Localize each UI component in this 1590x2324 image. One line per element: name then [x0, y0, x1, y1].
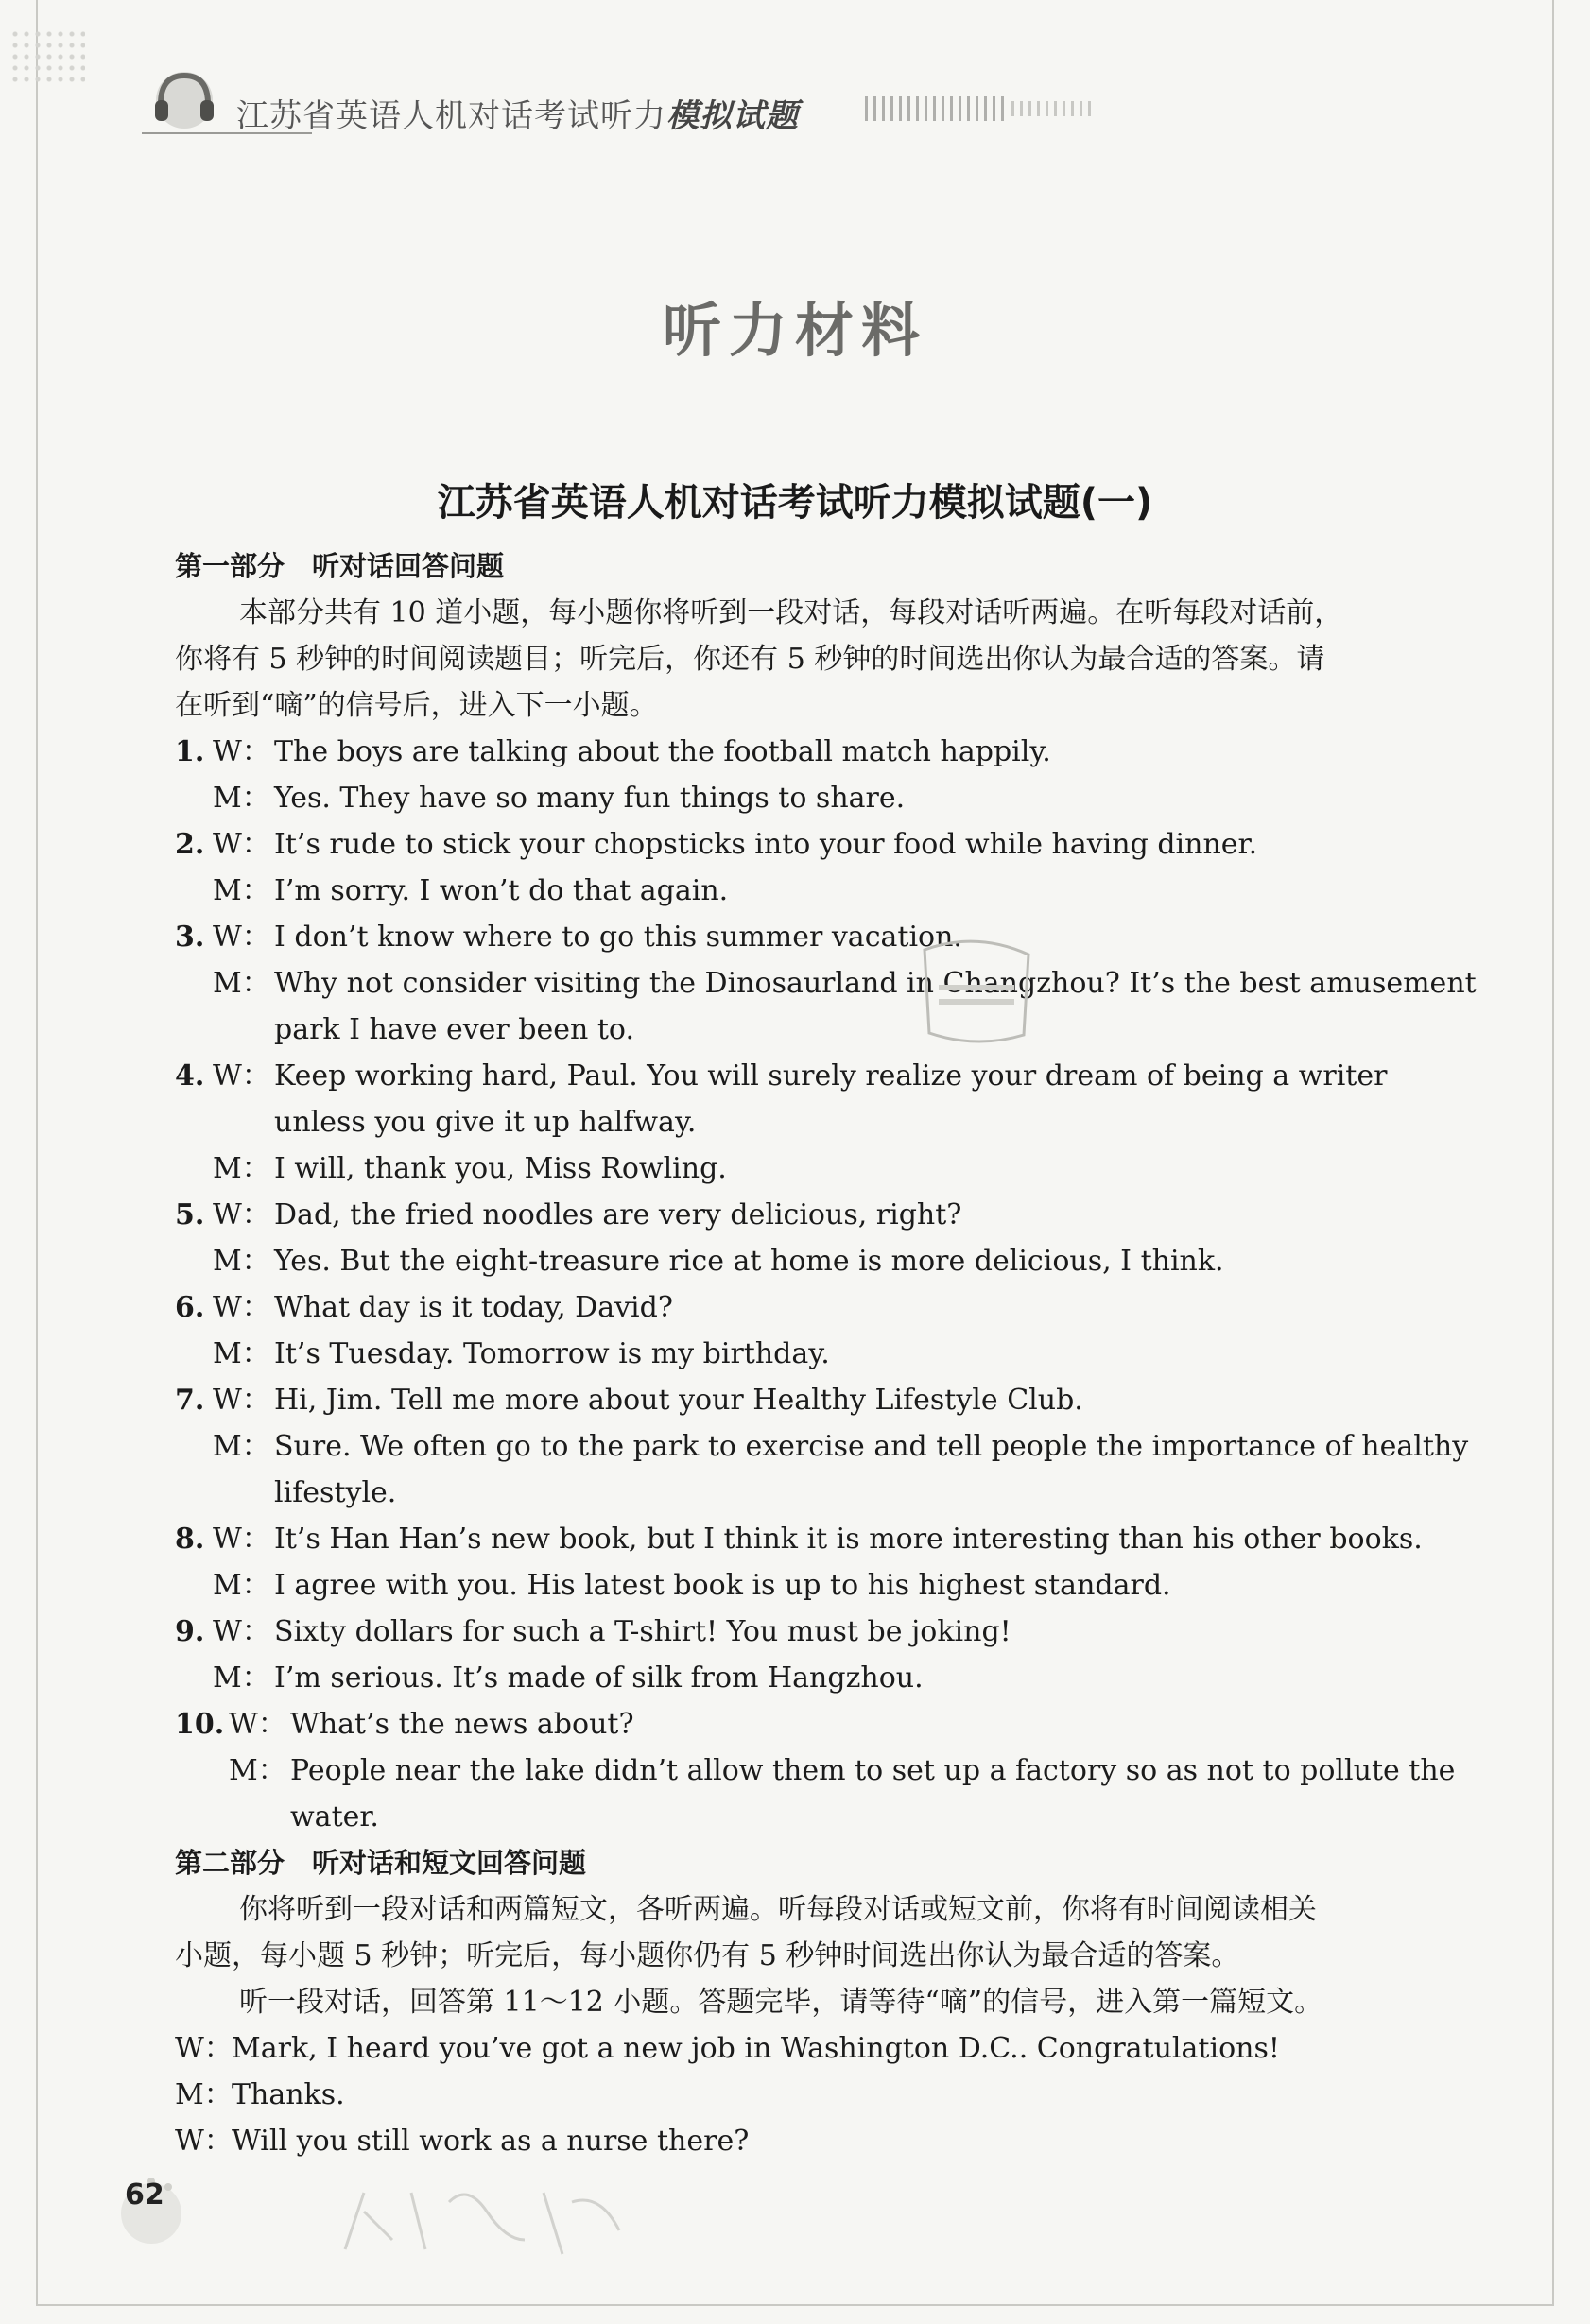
man-utterance — [274, 775, 1470, 821]
answer-line — [175, 960, 1477, 1053]
answer-line — [175, 1145, 1470, 1192]
speaker-m: M： — [213, 1430, 270, 1463]
answer-line — [175, 1331, 1470, 1377]
utterance-line: I’m serious. It’s made of silk from Hangzhou. — [274, 1661, 924, 1695]
utterance-line: People near the lake didn’t allow them to set up a factory so as not to pollute the — [290, 1754, 1456, 1787]
question-number: 5. — [175, 1198, 205, 1231]
dialogue-speaker: W： — [175, 2125, 233, 2158]
part1-heading: 第一部分 听对话回答问题 — [175, 550, 505, 582]
utterance-line: I agree with you. His latest book is up to his highest standard. — [274, 1569, 1171, 1602]
speaker-m: M： — [213, 1337, 270, 1370]
part2-intro-line: 小题，每小题 5 秒钟；听完后，每小题你仍有 5 秒钟时间选出你认为最合适的答案。 — [175, 1939, 1240, 1972]
dialogue-speaker: M： — [175, 2078, 233, 2111]
utterance-line: It’s Tuesday. Tomorrow is my birthday. — [274, 1337, 830, 1370]
answer-line — [175, 775, 1470, 821]
man-utterance — [274, 1423, 1470, 1516]
dialogue-text: Mark, I heard you’ve got a new job in Washington D.C.. Congratulations! — [232, 2032, 1280, 2065]
utterance-line: I don’t know where to go this summer vacation. — [274, 921, 962, 954]
utterance-line: I’m sorry. I won’t do that again. — [274, 874, 729, 907]
utterance-line: lifestyle. — [274, 1476, 397, 1509]
header-dot-leader-fade — [1011, 101, 1097, 116]
question-number: 2. — [175, 828, 205, 861]
speaker-w: W： — [213, 1291, 270, 1324]
speaker-w: W： — [213, 1615, 270, 1648]
question-item — [175, 1609, 1470, 1655]
question-number: 4. — [175, 1059, 205, 1093]
question-number: 3. — [175, 921, 205, 954]
header-dot-leader — [865, 96, 1007, 121]
utterance-line: Sixty dollars for such a T-shirt! You must be joking! — [274, 1615, 1011, 1648]
question-item — [175, 1053, 1470, 1145]
speaker-m: M： — [229, 1754, 286, 1787]
question-item — [175, 1516, 1470, 1562]
speaker-w: W： — [213, 921, 270, 954]
woman-utterance — [274, 729, 1470, 775]
woman-utterance — [274, 1609, 1470, 1655]
woman-utterance — [274, 1192, 1470, 1238]
question-item — [175, 1192, 1470, 1238]
listening-material — [175, 543, 1477, 2164]
man-utterance — [274, 1145, 1470, 1192]
question-number: 9. — [175, 1615, 205, 1648]
answer-line — [175, 1655, 1470, 1701]
dialogue-line — [175, 2025, 1470, 2072]
utterance-line: It’s Han Han’s new book, but I think it is more interesting than his other books. — [274, 1523, 1423, 1556]
speaker-w: W： — [213, 735, 270, 768]
utterance-line: I will, thank you, Miss Rowling. — [274, 1152, 727, 1185]
part1-intro — [175, 590, 1470, 729]
speaker-m: M： — [213, 782, 270, 815]
woman-utterance — [290, 1701, 1470, 1747]
woman-utterance — [274, 1284, 1470, 1331]
utterance-line: What day is it today, David? — [274, 1291, 673, 1324]
speaker-w: W： — [213, 828, 270, 861]
woman-utterance — [274, 1053, 1470, 1145]
speaker-w: W： — [213, 1523, 270, 1556]
speaker-w: W： — [213, 1198, 270, 1231]
man-utterance — [274, 1331, 1470, 1377]
exam-title: 江苏省英语人机对话考试听力模拟试题(一) — [437, 481, 1153, 525]
question-item — [175, 821, 1470, 868]
speaker-m: M： — [213, 1152, 270, 1185]
question-list — [175, 729, 1477, 1840]
utterance-line: Keep working hard, Paul. You will surely realize your dream of being a writer — [274, 1059, 1388, 1093]
utterance-line: It’s rude to stick your chopsticks into your food while having dinner. — [274, 828, 1258, 861]
part2-intro-line: 你将听到一段对话和两篇短文，各听两遍。听每段对话或短文前，你将有时间阅读相关 — [239, 1893, 1317, 1926]
part1-intro-line: 在听到“嘀”的信号后，进入下一小题。 — [175, 689, 658, 722]
watermark-scribble — [336, 2174, 638, 2268]
woman-utterance — [274, 821, 1470, 868]
speaker-m: M： — [213, 1569, 270, 1602]
header-title — [236, 90, 799, 136]
man-utterance — [274, 1238, 1470, 1284]
speaker-w: W： — [213, 1384, 270, 1417]
speaker-w: W： — [213, 1059, 270, 1093]
question-number: 8. — [175, 1523, 205, 1556]
part2-heading: 第二部分 听对话和短文回答问题 — [175, 1847, 587, 1879]
dialogue-speaker: W： — [175, 2032, 233, 2065]
corner-dot-pattern — [9, 28, 85, 85]
question-number: 6. — [175, 1291, 205, 1324]
utterance-line: Sure. We often go to the park to exercise and tell people the importance of healthy — [274, 1430, 1469, 1463]
utterance-line: The boys are talking about the football match happily. — [274, 735, 1051, 768]
header-title-bold: 模拟试题 — [666, 97, 799, 135]
dialogue-text: Thanks. — [232, 2078, 345, 2111]
speaker-m: M： — [213, 874, 270, 907]
utterance-line: unless you give it up halfway. — [274, 1106, 697, 1139]
utterance-line: Hi, Jim. Tell me more about your Healthy Lifestyle Club. — [274, 1384, 1083, 1417]
dialogue-text: Will you still work as a nurse there? — [232, 2125, 750, 2158]
speaker-m: M： — [213, 1245, 270, 1278]
question-item — [175, 914, 1470, 960]
man-utterance — [274, 960, 1477, 1053]
utterance-line: Why not consider visiting the Dinosaurland in Changzhou? It’s the best amusement — [274, 967, 1477, 1000]
question-number: 1. — [175, 735, 205, 768]
utterance-line: Yes. They have so many fun things to share. — [274, 782, 906, 815]
dialogue — [175, 2025, 1470, 2164]
woman-utterance — [274, 1377, 1470, 1423]
question-item — [175, 729, 1470, 775]
man-utterance — [274, 868, 1470, 914]
answer-line — [175, 868, 1470, 914]
question-number: 7. — [175, 1384, 205, 1417]
answer-line — [175, 1562, 1470, 1609]
dialogue-line — [175, 2118, 1470, 2164]
answer-line — [175, 1423, 1470, 1516]
utterance-line: Dad, the fried noodles are very delicious, right? — [274, 1198, 962, 1231]
woman-utterance — [274, 914, 1470, 960]
woman-utterance — [274, 1516, 1470, 1562]
page-title: 听力材料 — [662, 296, 927, 365]
man-utterance — [290, 1747, 1470, 1840]
part2-intro — [175, 1886, 1470, 2025]
question-item — [175, 1284, 1470, 1331]
header-title-plain: 江苏省英语人机对话考试听力 — [236, 97, 666, 135]
answer-line — [175, 1238, 1470, 1284]
utterance-line: water. — [290, 1800, 379, 1833]
part2-instruction: 听一段对话，回答第 11～12 小题。答题完毕，请等待“嘀”的信号，进入第一篇短文。 — [239, 1986, 1323, 2019]
answer-line — [175, 1747, 1470, 1840]
utterance-line: Yes. But the eight-treasure rice at home is more delicious, I think. — [274, 1245, 1224, 1278]
page-number: 62 — [125, 2178, 164, 2212]
stamp-mark — [906, 931, 1047, 1054]
utterance-line: park I have ever been to. — [274, 1013, 635, 1046]
man-utterance — [274, 1562, 1470, 1609]
dialogue-line — [175, 2072, 1470, 2118]
speaker-w: W： — [229, 1708, 286, 1741]
question-item — [175, 1377, 1470, 1423]
question-number: 10. — [175, 1708, 225, 1741]
man-utterance — [274, 1655, 1470, 1701]
part1-intro-line: 本部分共有 10 道小题，每小题你将听到一段对话，每段对话听两遍。在听每段对话前， — [239, 596, 1343, 629]
headphones-icon — [142, 55, 227, 140]
part1-intro-line: 你将有 5 秒钟的时间阅读题目；听完后，你还有 5 秒钟的时间选出你认为最合适的答案。请 — [175, 643, 1325, 676]
question-item — [175, 1701, 1470, 1747]
speaker-m: M： — [213, 1661, 270, 1695]
speaker-m: M： — [213, 967, 270, 1000]
utterance-line: What’s the news about? — [290, 1708, 634, 1741]
